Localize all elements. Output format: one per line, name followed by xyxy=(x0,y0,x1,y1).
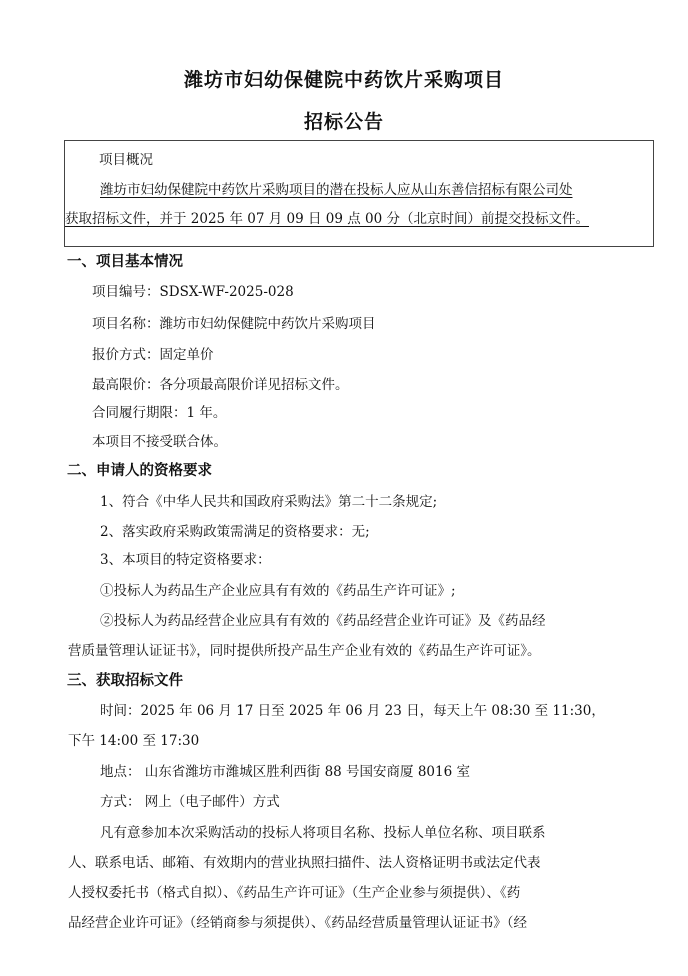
obtain-detail-line-3: 人授权委托书（格式自拟）、《药品生产许可证》（生产企业参与须提供）、《药 xyxy=(68,885,521,901)
overview-text xyxy=(65,176,652,234)
overview-heading: 项目概况 xyxy=(99,152,153,168)
project-name: 项目名称：潍坊市妇幼保健院中药饮片采购项目 xyxy=(92,316,376,332)
section-basic-heading: 一、项目基本情况 xyxy=(67,254,183,270)
obtain-detail-line-4: 品经营企业许可证》（经销商参与须提供）、《药品经营质量管理认证证书》（经 xyxy=(68,915,527,931)
qualification-item-3: 3、本项目的特定资格要求： xyxy=(100,552,271,568)
project-number: 项目编号：SDSX-WF-2025-028 xyxy=(92,284,294,300)
qualification-item-1: 1、符合《中华人民共和国政府采购法》第二十二条规定; xyxy=(100,494,438,510)
document-title: 潍坊市妇幼保健院中药饮片采购项目 xyxy=(183,69,504,91)
no-consortium: 本项目不接受联合体。 xyxy=(92,434,227,450)
overview-line-1: 潍坊市妇幼保健院中药饮片采购项目的潜在投标人应从山东善信招标有限公司处 xyxy=(100,182,573,198)
obtain-location: 地点： 山东省潍坊市潍城区胜利西街 88 号国安商厦 8016 室 xyxy=(100,764,470,780)
qualification-item-2: 2、落实政府采购政策需满足的资格要求：无; xyxy=(100,524,370,540)
obtain-method: 方式： 网上（电子邮件）方式 xyxy=(100,794,280,810)
contract-term: 合同履行期限：1 年。 xyxy=(92,405,227,421)
section-obtain-heading: 三、获取招标文件 xyxy=(67,673,183,689)
qualification-item-3b: ②投标人为药品经营企业应具有有效的《药品经营企业许可证》及《药品经 xyxy=(100,613,546,629)
quote-method: 报价方式：固定单价 xyxy=(92,347,214,363)
obtain-detail-line-2: 人、联系电话、邮箱、有效期内的营业执照扫描件、法人资格证明书或法定代表 xyxy=(68,855,541,871)
document-subtitle: 招标公告 xyxy=(303,111,384,133)
obtain-time-cont: 下午 14:00 至 17:30 xyxy=(68,733,200,749)
section-qualification-heading: 二、申请人的资格要求 xyxy=(67,463,212,479)
qualification-item-3b-cont: 营质量管理认证证书》，同时提供所投产品生产企业有效的《药品生产许可证》。 xyxy=(68,643,541,659)
overview-box xyxy=(64,140,654,247)
obtain-detail-line-1: 凡有意参加本次采购活动的投标人将项目名称、投标人单位名称、项目联系 xyxy=(100,825,546,841)
obtain-time: 时间：2025 年 06 月 17 日至 2025 年 06 月 23 日，每天上午 08:30 至 11:30， xyxy=(100,703,605,719)
qualification-item-3a: ①投标人为药品生产企业应具有有效的《药品生产许可证》; xyxy=(100,583,456,599)
max-price: 最高限价：各分项最高限价详见招标文件。 xyxy=(92,377,349,393)
overview-line-2: 获取招标文件，并于 2025 年 07 月 09 日 09 点 00 分（北京时间）前提交投标文件。 xyxy=(65,211,589,227)
